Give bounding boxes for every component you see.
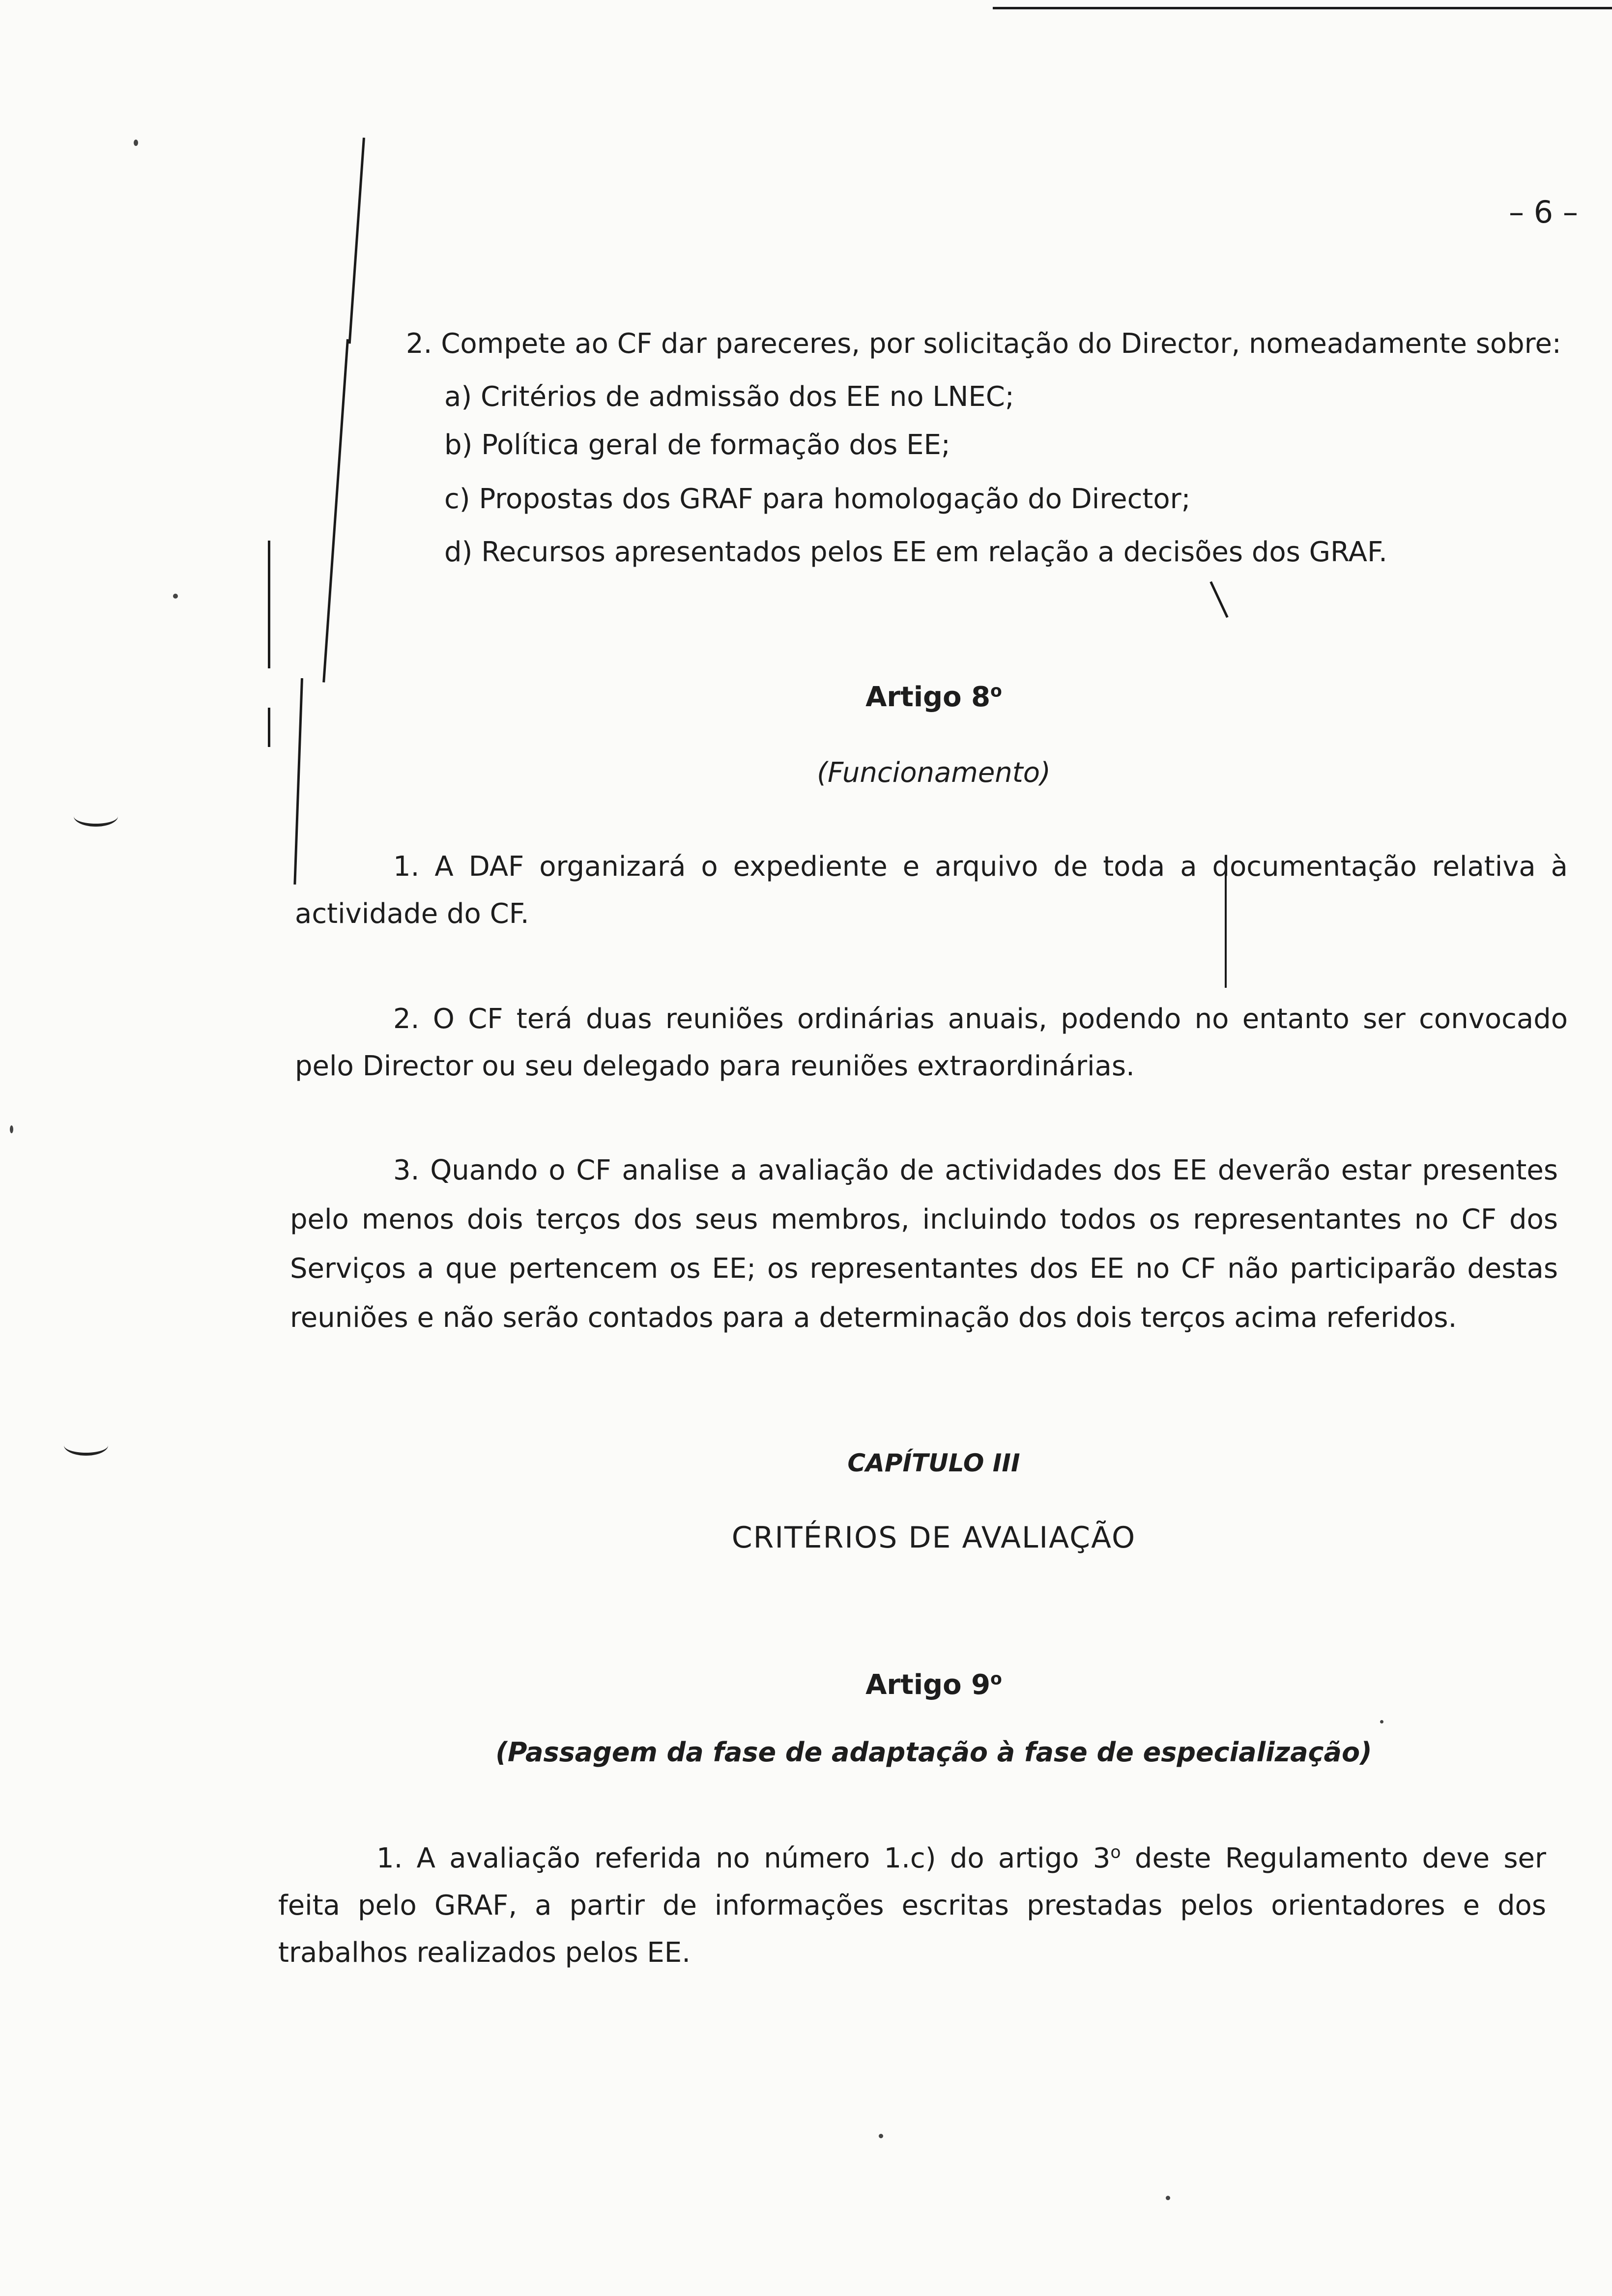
page-number: – 6 – xyxy=(1509,194,1578,230)
item-2-c: c) Propostas dos GRAF para homologação do Director; xyxy=(444,483,1191,515)
speck-3 xyxy=(10,1125,13,1133)
margin-arc-1 xyxy=(74,806,118,827)
artigo-8-subtitle: (Funcionamento) xyxy=(817,757,1051,789)
margin-line-1 xyxy=(348,138,365,344)
item-2-a: a) Critérios de admissão dos EE no LNEC; xyxy=(444,381,1014,413)
margin-line-5 xyxy=(268,708,270,747)
margin-line-2 xyxy=(322,339,349,683)
speck-2 xyxy=(173,594,178,599)
stroke-mark-1 xyxy=(1209,581,1228,618)
item-2-intro: 2. Compete ao CF dar pareceres, por solicitação do Director, nomeadamente sobre: xyxy=(406,328,1561,360)
speck-6 xyxy=(1380,1720,1383,1723)
artigo-8-paragraph-3-text: 3. Quando o CF analise a avaliação de actividades dos EE deverão estar presentes pelo menos dois terços dos seus membros, incluindo todos os representantes no CF dos Serviços a que pertencem os EE; os representantes dos EE no CF não participarão destas reuniões e não serão contados para a determinação dos dois terços acima referidos. xyxy=(290,1154,1558,1334)
item-2-d: d) Recursos apresentados pelos EE em relação a decisões dos GRAF. xyxy=(444,536,1387,568)
top-rule xyxy=(993,7,1612,9)
speck-5 xyxy=(1166,2196,1170,2200)
speck-1 xyxy=(134,140,138,146)
artigo-8-paragraph-2-text: 2. O CF terá duas reuniões ordinárias anuais, podendo no entanto ser convocado pelo Director ou seu delegado para reuniões extraordinárias. xyxy=(295,1003,1568,1082)
speck-4 xyxy=(879,2134,883,2138)
artigo-9-paragraph-1-post: deste Regulamento deve ser feita pelo GRAF, a partir de informações escritas prestadas pelos orientadores e dos trabalhos realizados pelos EE. xyxy=(278,1842,1546,1969)
artigo-9-title-text: Artigo 9 xyxy=(865,1669,991,1701)
artigo-8-title xyxy=(0,681,1612,713)
chapter-label: CAPÍTULO III xyxy=(847,1449,1020,1477)
artigo-8-title-text: Artigo 8 xyxy=(865,681,991,713)
artigo-9-subtitle: (Passagem da fase de adaptação à fase de especialização) xyxy=(495,1737,1372,1768)
artigo-8-paragraph-2 xyxy=(295,996,1568,1090)
artigo-9-title xyxy=(0,1669,1612,1701)
artigo-8-title-sup: o xyxy=(990,681,1002,701)
artigo-9-paragraph-1 xyxy=(278,1835,1546,1977)
artigo-9-paragraph-1-sup: o xyxy=(1110,1842,1121,1863)
artigo-9-title-sup: o xyxy=(990,1669,1002,1689)
chapter-title: CRITÉRIOS DE AVALIAÇÃO xyxy=(731,1521,1136,1555)
artigo-8-paragraph-3 xyxy=(290,1146,1558,1343)
artigo-8-paragraph-1-text: 1. A DAF organizará o expediente e arquivo de toda a documentação relativa à actividade do CF. xyxy=(295,851,1568,930)
margin-line-4 xyxy=(268,541,270,668)
artigo-8-paragraph-1 xyxy=(295,843,1568,938)
item-2-b: b) Política geral de formação dos EE; xyxy=(444,429,950,461)
artigo-9-paragraph-1-pre: 1. A avaliação referida no número 1.c) do artigo 3 xyxy=(376,1842,1111,1874)
